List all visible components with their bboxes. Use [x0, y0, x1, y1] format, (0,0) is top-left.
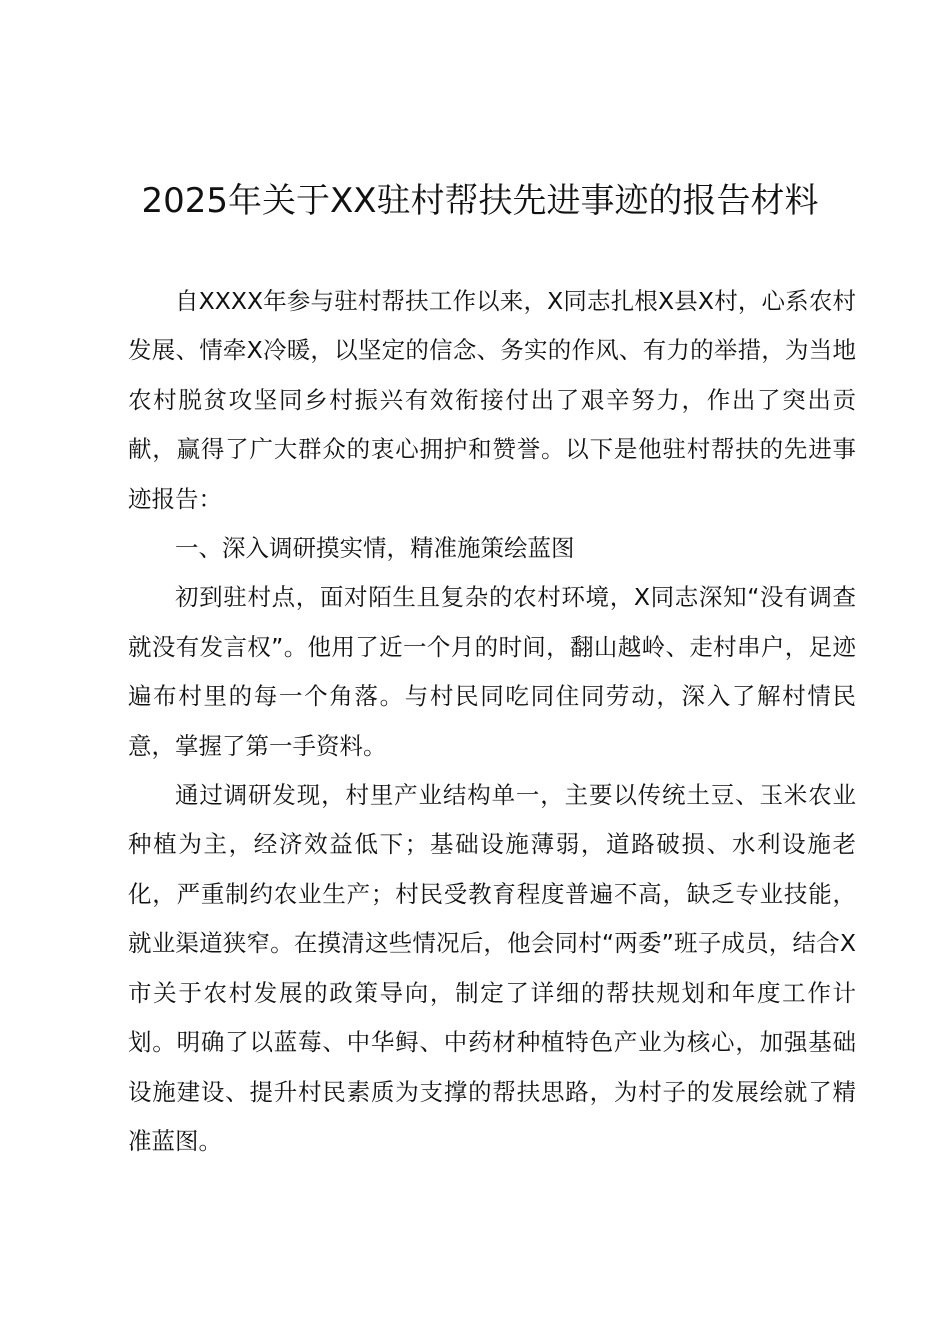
section-heading-1: 一、深入调研摸实情，精准施策绘蓝图: [175, 534, 575, 563]
intro-paragraph: 自XXXX年参与驻村帮扶工作以来，X同志扎根X县X村，心系农村发展、情牵X冷暖，以坚定的信念、务实的作风、有力的举措，为当地农村脱贫攻坚同乡村振兴有效衔接付出了艰辛努力，作出了突出贡献，赢得了广大群众的衷心拥护和赞誉。以下是他驻村帮扶的先进事迹报告：: [128, 287, 856, 513]
document-body: [128, 277, 856, 1166]
body-paragraph-1: 初到驻村点，面对陌生且复杂的农村环境，X同志深知“没有调查就没有发言权”。他用了近一个月的时间，翻山越岭、走村串户，足迹遍布村里的每一个角落。与村民同吃同住同劳动，深入了解村情民意，掌握了第一手资料。: [128, 583, 856, 760]
document-title: 2025年关于XX驻村帮扶先进事迹的报告材料: [141, 181, 819, 221]
body-paragraph-2: 通过调研发现，村里产业结构单一，主要以传统土豆、玉米农业种植为主，经济效益低下；基础设施薄弱，道路破损、水利设施老化，严重制约农业生产；村民受教育程度普遍不高，缺乏专业技能，就业渠道狭窄。在摸清这些情况后，他会同村“两委”班子成员，结合X市关于农村发展的政策导向，制定了详细的帮扶规划和年度工作计划。明确了以蓝莓、中华鲟、中药材种植特色产业为核心，加强基础设施建设、提升村民素质为支撑的帮扶思路，为村子的发展绘就了精准蓝图。: [128, 781, 856, 1155]
